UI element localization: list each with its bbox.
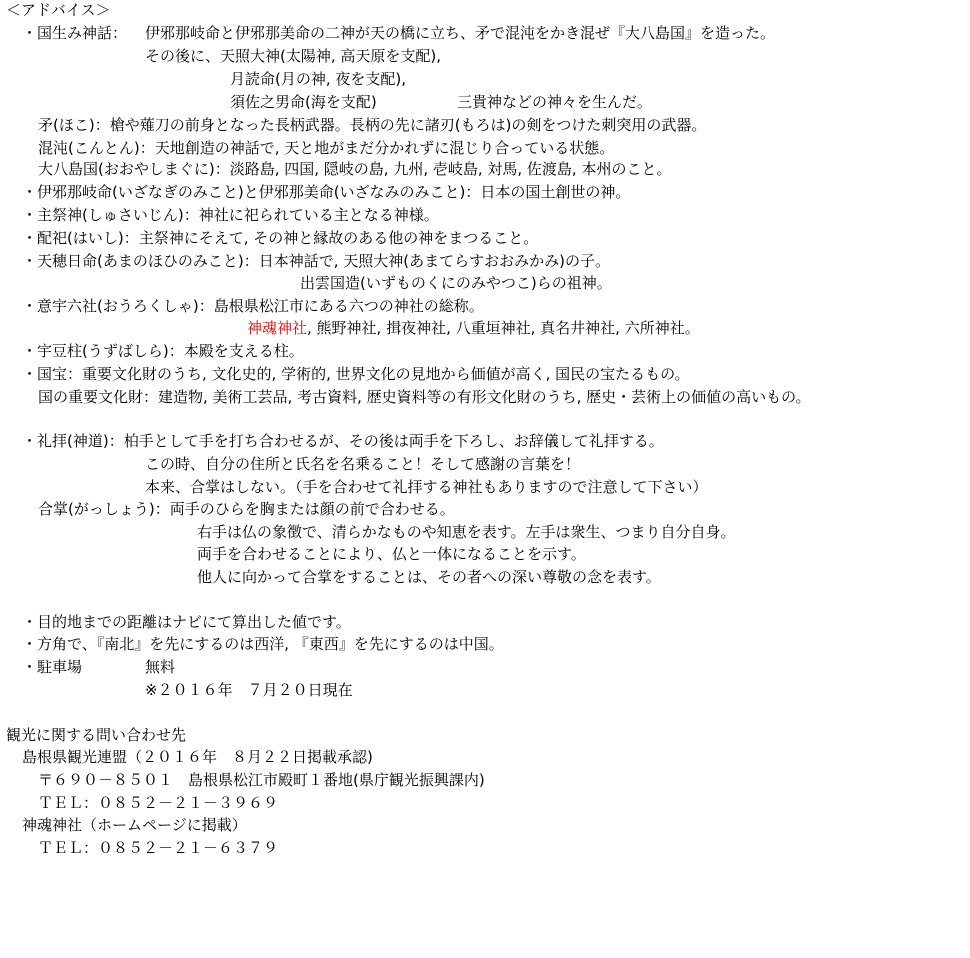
gassho-line-1: 合掌(がっしょう)：両手のひらを胸または顔の前で合わせる。 [38,500,455,518]
kuniumi-line-2: その後に、天照大神(太陽神, 高天原を支配), [145,47,442,65]
hoko-definition: 矛(ほこ)：槍や薙刀の前身となった長柄武器。長柄の先に諸刃(もろは)の剣をつけた刺突用の武器。 [38,116,707,134]
gassho-line-2: 右手は仏の象徴で、清らかなものや知恵を表す。左手は衆生、つまり自分自身。 [197,523,736,541]
gassho-line-4: 他人に向かって合掌をすることは、その者への深い尊敬の念を表す。 [197,568,661,586]
kuniumi-line-3: 月読命(月の神, 夜を支配), [230,70,407,88]
shusaijin-note: ・主祭神(しゅさいじん)：神社に祀られている主となる神様。 [22,206,439,224]
parking-label: ・駐車場 [22,658,83,676]
raihai-line-1: ・礼拝(神道)：柏手として手を打ち合わせるが、その後は両手を下ろし、お辞儀して礼拝する。 [22,432,664,450]
oroku-line-2 [247,318,700,338]
haishi-note: ・配祀(はいし)：主祭神にそえて, その神と縁故のある他の神をまつること。 [22,229,539,247]
advice-heading: ＜アドバイス＞ [6,1,111,19]
inquiry-org2-name: 神魂神社（ホームページに掲載） [22,816,247,834]
kuniumi-line-4b: 三貴神などの神々を生んだ。 [457,93,653,111]
oroku-line-1: ・意宇六社(おうろくしゃ)：島根県松江市にある六つの神社の総称。 [22,297,484,315]
kuniumi-label: ・国生み神話： [22,24,128,42]
raihai-line-3: 本来、合掌はしない。（手を合わせて礼拝する神社もありますので注意して下さい） [145,478,708,496]
gassho-line-3: 両手を合わせることにより、仏と一体になることを示す。 [197,545,586,563]
oroku-shrine-list: , 熊野神社, 揖夜神社, 八重垣神社, 真名井神社, 六所神社。 [307,319,700,337]
uzubashira-note: ・宇豆柱(うずばしら)：本殿を支える柱。 [22,342,304,360]
izanagi-note: ・伊邪那岐命(いざなぎのみこと)と伊邪那美命(いざなみのみこと)：日本の国土創世の神。 [22,183,631,201]
konton-definition: 混沌(こんとん)：天地創造の神話で, 天と地がまだ分かれずに混じり合っている状態。 [38,139,615,157]
juyo-bunkazai-note: 国の重要文化財：建造物, 美術工芸品, 考古資料, 歴史資料等の有形文化財のうち, 歴史・芸術上の価値の高いもの。 [38,388,811,406]
kuniumi-line-1: 伊邪那岐命と伊邪那美命の二神が天の橋に立ち、矛で混沌をかき混ぜ『大八島国』を造った。 [145,24,776,42]
distance-note: ・目的地までの距離はナビにて算出した値です。 [22,613,351,631]
kuniumi-line-4a: 須佐之男命(海を支配) [230,93,377,111]
inquiry-heading: 観光に関する問い合わせ先 [6,726,187,744]
oyashima-definition: 大八島国(おおやしまぐに)：淡路島, 四国, 隠岐の島, 九州, 壱岐島, 対馬, 佐渡島, 本州のこと。 [38,160,672,178]
parking-date-note: ※２０１６年 ７月２０日現在 [145,681,353,699]
inquiry-org2-tel: ＴＥＬ：０８５２－２１－６３７９ [38,839,279,857]
amenohohi-line-2: 出雲国造(いずものくにのみやつこ)らの祖神。 [300,274,612,292]
kokuho-note: ・国宝：重要文化財のうち, 文化史的, 学術的, 世界文化の見地から価値が高く, 国民の宝たるもの。 [22,365,690,383]
amenohohi-line-1: ・天穂日命(あまのほひのみこと)：日本神話で, 天照大神(あまてらすおおみかみ)の子。 [22,252,610,270]
kamosu-jinja-highlight: 神魂神社 [247,319,308,337]
inquiry-org1-address: 〒６９０－８５０１ 島根県松江市殿町１番地(県庁観光振興課内) [38,771,485,789]
raihai-line-2: この時、自分の住所と氏名を名乗ること！そして感謝の言葉を！ [145,455,581,473]
parking-value: 無料 [145,658,176,676]
direction-note: ・方角で、『南北』を先にするのは西洋, 『東西』を先にするのは中国。 [22,635,504,653]
inquiry-org1-tel: ＴＥＬ：０８５２－２１－３９６９ [38,794,279,812]
inquiry-org1-name: 島根県観光連盟（２０１６年 ８月２２日掲載承認) [22,748,373,766]
